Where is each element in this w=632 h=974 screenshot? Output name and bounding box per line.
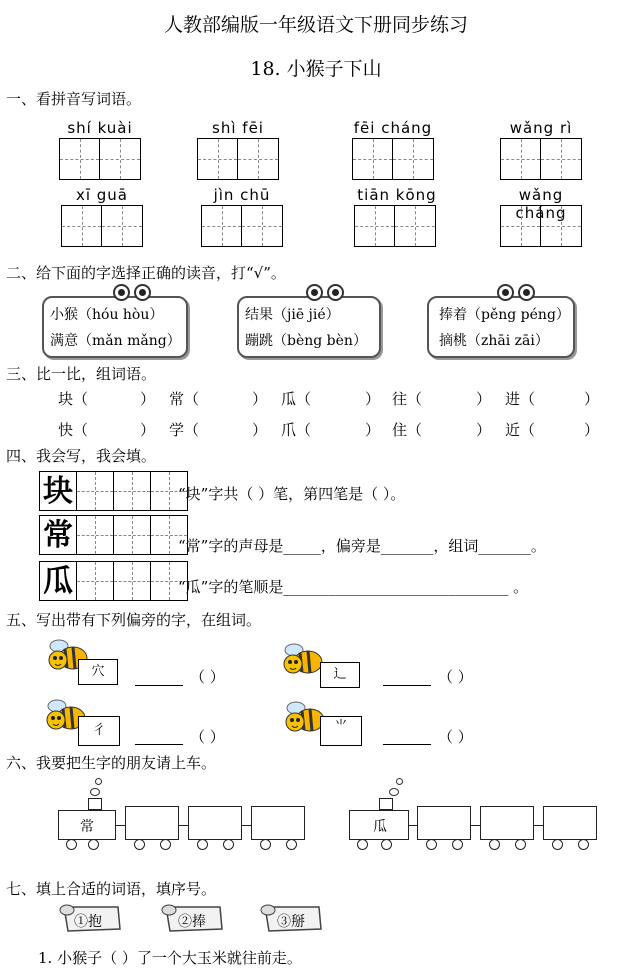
chimney bbox=[379, 798, 393, 810]
wheel-icon bbox=[515, 839, 526, 850]
writing-grid[interactable] bbox=[59, 138, 141, 180]
answer-line[interactable] bbox=[383, 684, 431, 686]
pinyin-label: fēi cháng bbox=[353, 119, 433, 137]
section6-heading: 六、我要把生字的朋友请上车。 bbox=[6, 754, 217, 772]
compare-item: 住（ bbox=[392, 421, 423, 439]
eyes-icon bbox=[306, 284, 344, 301]
train-car[interactable] bbox=[417, 806, 471, 840]
compare-item: 快（ bbox=[58, 421, 89, 439]
engine-char: 常 bbox=[80, 819, 94, 835]
writing-cell[interactable] bbox=[113, 471, 151, 511]
worksheet-title: 人教部编版一年级语文下册同步练习 bbox=[163, 14, 468, 36]
pronunciation-frame bbox=[427, 296, 575, 358]
pronunciation-frame bbox=[42, 296, 188, 358]
compare-item: 近（ bbox=[505, 421, 536, 439]
writing-cell[interactable] bbox=[76, 515, 114, 555]
answer-paren[interactable]: （ ） bbox=[438, 728, 473, 746]
train-car[interactable] bbox=[543, 806, 597, 840]
compare-close: ） bbox=[476, 421, 492, 439]
model-char: 瓜 bbox=[39, 561, 77, 601]
compare-close: ） bbox=[252, 421, 268, 439]
char-writing-row bbox=[39, 515, 187, 555]
chimney bbox=[88, 798, 102, 810]
word-tag[interactable] bbox=[58, 901, 124, 935]
char-question: “瓜”字的笔顺是______________________________ 。 bbox=[178, 578, 529, 596]
pronunciation-choice[interactable]: 满意（mǎn mǎng） bbox=[50, 333, 181, 349]
word-tag[interactable] bbox=[160, 901, 226, 935]
char-writing-row bbox=[39, 471, 187, 511]
train-car[interactable] bbox=[251, 806, 305, 840]
answer-paren[interactable]: （ ） bbox=[190, 728, 225, 746]
answer-line[interactable] bbox=[383, 743, 431, 745]
answer-line[interactable] bbox=[135, 684, 183, 686]
pinyin-label: shí kuài bbox=[67, 119, 133, 137]
eyes-icon bbox=[113, 284, 151, 301]
wheel-icon bbox=[381, 839, 392, 850]
wheel-icon bbox=[578, 839, 589, 850]
coupler bbox=[409, 825, 417, 826]
train bbox=[58, 778, 308, 852]
coupler bbox=[242, 825, 251, 826]
pinyin-label: shì fēi bbox=[212, 119, 264, 137]
writing-grid[interactable] bbox=[201, 205, 283, 247]
pinyin-label: tiān kōng bbox=[357, 186, 437, 204]
compare-item: 瓜（ bbox=[281, 390, 312, 408]
compare-close: ） bbox=[140, 390, 156, 408]
word-tag-label: ①抱 bbox=[74, 914, 102, 930]
compare-close: ） bbox=[584, 390, 600, 408]
compare-item: 进（ bbox=[505, 390, 536, 408]
train-car[interactable] bbox=[480, 806, 534, 840]
lesson-title: 18. 小猴子下山 bbox=[250, 58, 382, 80]
pronunciation-frame bbox=[237, 296, 381, 358]
section5-heading: 五、写出带有下列偏旁的字，在组词。 bbox=[6, 611, 262, 629]
section7-heading: 七、填上合适的词语，填序号。 bbox=[6, 880, 217, 898]
model-char: 块 bbox=[39, 471, 77, 511]
compare-item: 常（ bbox=[169, 390, 200, 408]
wheel-icon bbox=[160, 839, 171, 850]
writing-grid[interactable] bbox=[352, 138, 434, 180]
word-tag[interactable] bbox=[259, 901, 325, 935]
smoke-icon bbox=[389, 788, 399, 796]
writing-grid[interactable] bbox=[61, 205, 143, 247]
pronunciation-choice[interactable]: 捧着（pěng péng） bbox=[439, 307, 570, 323]
char-writing-row bbox=[39, 561, 187, 601]
answer-line[interactable] bbox=[135, 743, 183, 745]
answer-paren[interactable]: （ ） bbox=[190, 668, 225, 686]
section4-heading: 四、我会写，我会填。 bbox=[6, 447, 157, 465]
wheel-icon bbox=[452, 839, 463, 850]
pronunciation-choice[interactable]: 蹦跳（bèng bèn） bbox=[245, 333, 367, 349]
eyes-icon bbox=[497, 284, 535, 301]
section1-heading: 一、看拼音写词语。 bbox=[6, 90, 142, 108]
coupler bbox=[471, 825, 480, 826]
model-char: 常 bbox=[39, 515, 77, 555]
train bbox=[349, 778, 599, 852]
pinyin-label: jìn chū bbox=[213, 186, 271, 204]
compare-item: 块（ bbox=[58, 390, 89, 408]
pinyin-label: xī guā bbox=[75, 186, 129, 204]
wheel-icon bbox=[552, 839, 563, 850]
section2-heading: 二、给下面的字选择正确的读音，打“√”。 bbox=[6, 264, 286, 282]
compare-close: ） bbox=[584, 421, 600, 439]
smoke-icon bbox=[90, 788, 100, 796]
writing-grid[interactable] bbox=[500, 138, 582, 180]
writing-grid[interactable] bbox=[197, 138, 279, 180]
compare-item: 往（ bbox=[392, 390, 423, 408]
wheel-icon bbox=[286, 839, 297, 850]
radical-box: 彳 bbox=[78, 716, 120, 746]
train-car[interactable] bbox=[188, 806, 242, 840]
compare-close: ） bbox=[365, 390, 381, 408]
pronunciation-choice[interactable]: 摘桃（zhāi zāi） bbox=[439, 333, 549, 349]
compare-item: 学（ bbox=[169, 421, 200, 439]
wheel-icon bbox=[197, 839, 208, 850]
coupler bbox=[116, 825, 125, 826]
compare-close: ） bbox=[476, 390, 492, 408]
radical-box: 辶 bbox=[320, 662, 360, 688]
pinyin-label: wǎng rì bbox=[509, 119, 573, 137]
wheel-icon bbox=[426, 839, 437, 850]
radical-box: 穴 bbox=[78, 659, 118, 685]
wheel-icon bbox=[134, 839, 145, 850]
word-tag-label: ③掰 bbox=[277, 914, 305, 930]
writing-grid[interactable] bbox=[500, 205, 582, 247]
section3-heading: 三、比一比，组词语。 bbox=[6, 365, 157, 383]
pinyin-label: wǎng cháng bbox=[515, 186, 567, 222]
word-tag-label: ②捧 bbox=[178, 914, 206, 930]
char-question: “常”字的声母是_____，偏旁是_______，组词_______。 bbox=[178, 537, 546, 555]
compare-item: 爪（ bbox=[281, 421, 312, 439]
wheel-icon bbox=[223, 839, 234, 850]
fill-question: 1. 小猴子（ ）了一个大玉米就往前走。 bbox=[38, 949, 302, 967]
smoke-icon bbox=[396, 778, 403, 785]
train-car[interactable] bbox=[125, 806, 179, 840]
wheel-icon bbox=[66, 839, 77, 850]
radical-box: ⺌ bbox=[320, 716, 362, 746]
compare-close: ） bbox=[140, 421, 156, 439]
writing-cell[interactable] bbox=[76, 561, 114, 601]
compare-close: ） bbox=[252, 390, 268, 408]
writing-cell[interactable] bbox=[113, 515, 151, 555]
smoke-icon bbox=[95, 778, 102, 785]
engine-char: 瓜 bbox=[373, 819, 387, 835]
writing-cell[interactable] bbox=[113, 561, 151, 601]
compare-close: ） bbox=[365, 421, 381, 439]
answer-paren[interactable]: （ ） bbox=[438, 668, 473, 686]
pronunciation-choice[interactable]: 小猴（hóu hòu） bbox=[50, 307, 164, 323]
coupler bbox=[534, 825, 543, 826]
coupler bbox=[179, 825, 188, 826]
wheel-icon bbox=[489, 839, 500, 850]
pronunciation-choice[interactable]: 结果（jiē jié） bbox=[245, 307, 340, 323]
wheel-icon bbox=[260, 839, 271, 850]
wheel-icon bbox=[357, 839, 368, 850]
writing-cell[interactable] bbox=[76, 471, 114, 511]
char-question: “块”字共（ ）笔，第四笔是（ ）。 bbox=[178, 485, 406, 503]
wheel-icon bbox=[88, 839, 99, 850]
writing-grid[interactable] bbox=[354, 205, 436, 247]
